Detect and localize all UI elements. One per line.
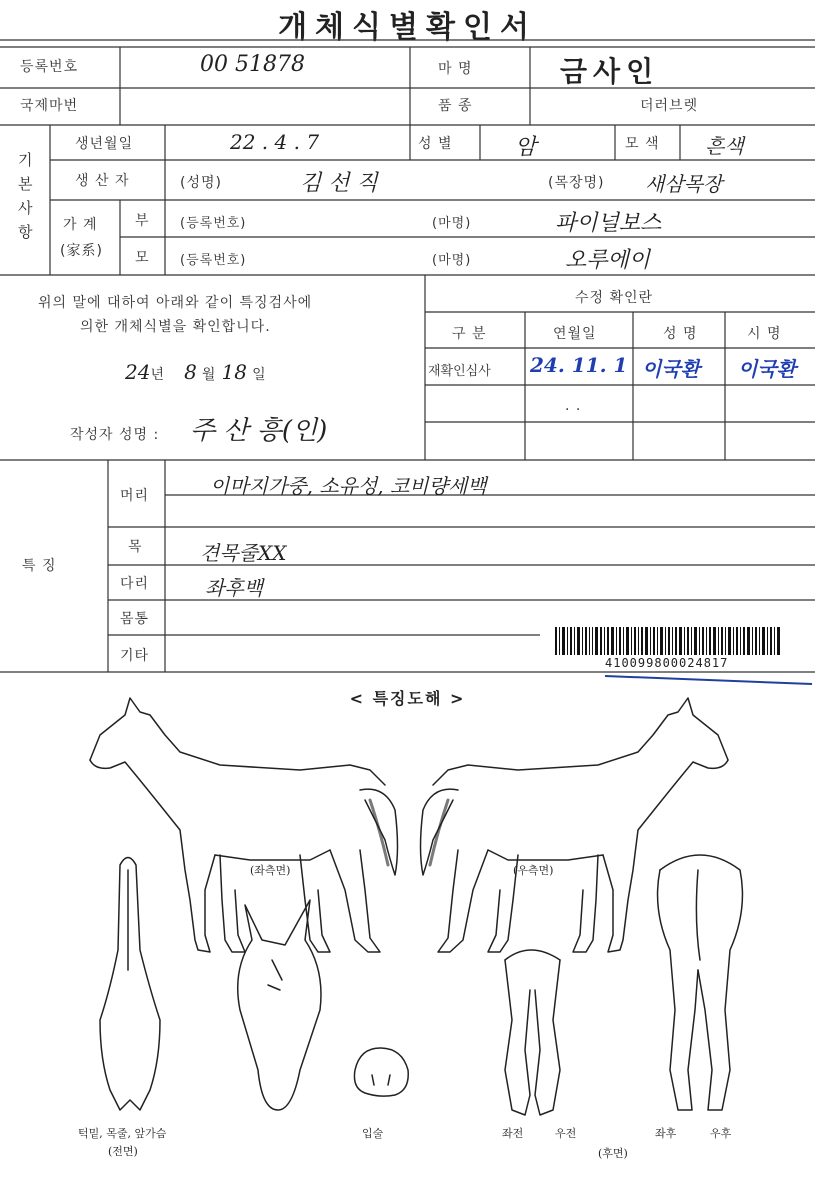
left-side-horse <box>90 698 398 952</box>
barcode-number: 410099800024817 <box>605 656 729 670</box>
horse-name-label: 마 명 <box>438 61 473 77</box>
sex-label: 성 별 <box>418 136 453 152</box>
other-label: 기타 <box>120 648 150 664</box>
breed-value: 더러브렛 <box>640 98 699 114</box>
statement-line-1: 위의 말에 대하여 아래와 같이 특징검사에 <box>38 295 313 311</box>
right-side-caption: (우측면) <box>513 864 554 877</box>
dam-reg-label: (등록번호) <box>180 253 247 268</box>
revision-col-type: 구 분 <box>452 326 487 342</box>
left-hind-caption: 좌후 <box>655 1127 677 1140</box>
birth-date-value: 22 . 4 . 7 <box>230 130 320 154</box>
revision-row1-type: 재확인심사 <box>428 364 491 379</box>
right-front-caption: 우전 <box>555 1127 577 1140</box>
lips-view <box>354 1048 408 1096</box>
body-label: 몸통 <box>120 611 150 627</box>
reg-number-label: 등록번호 <box>20 59 79 75</box>
confirm-date: 24년 8 월 18 일 <box>125 360 267 384</box>
lineage-label: 가 계 <box>63 217 98 233</box>
horse-diagram <box>0 690 815 1177</box>
birth-date-label: 생년월일 <box>75 136 134 152</box>
intl-number-label: 국제마번 <box>20 98 79 114</box>
revision-title: 수정 확인란 <box>575 290 654 306</box>
rear-caption: (후면) <box>598 1147 628 1160</box>
leg-label: 다리 <box>120 576 150 592</box>
diagram-title: < 특징도해 > <box>349 689 466 708</box>
breeder-label: 생 산 자 <box>75 173 130 189</box>
revision-row2-date: . . <box>565 398 582 414</box>
dam-name-value: 오루에이 <box>565 248 651 273</box>
sire-name-value: 파이널보스 <box>555 211 662 236</box>
sex-value: 암 <box>515 135 537 160</box>
head-label: 머리 <box>120 488 150 504</box>
coat-value: 흔색 <box>705 134 744 158</box>
revision-row1-name: 이국환 <box>642 357 700 381</box>
front-view-caption: (전면) <box>108 1145 138 1158</box>
sire-reg-label: (등록번호) <box>180 216 247 231</box>
rear-legs-view <box>658 855 743 1110</box>
revision-row1-sign: 이국환 <box>738 357 796 381</box>
right-side-horse <box>421 698 729 952</box>
revision-col-name: 성 명 <box>663 326 698 342</box>
head-value: 이마지가중, 소유성, 코비량세백 <box>210 474 487 498</box>
lips-caption: 입술 <box>362 1127 384 1140</box>
front-caption: 턱밑, 목줄, 앞가슴 <box>78 1127 167 1140</box>
right-hind-caption: 우후 <box>710 1127 732 1140</box>
front-neck-view <box>100 858 160 1111</box>
document-title: 개체식별확인서 <box>278 10 537 45</box>
breeder-name-label: (성명) <box>180 175 222 191</box>
dam-name-label: (마명) <box>432 253 472 268</box>
reg-number-value: 00 51878 <box>200 52 305 77</box>
basic-section-label: 기 본 사 항 <box>18 151 34 241</box>
features-section-label: 특 징 <box>22 558 57 574</box>
leg-value: 좌후백 <box>205 576 263 600</box>
breeder-name-value: 김 선 직 <box>300 171 378 196</box>
sire-label: 부 <box>135 213 150 229</box>
writer-signature: 주 산 흥(인) <box>190 416 328 446</box>
revision-col-date: 연월일 <box>553 326 597 342</box>
lineage-hanja-label: (家系) <box>60 243 103 259</box>
dam-label: 모 <box>135 250 150 266</box>
revision-col-sign: 시 명 <box>747 326 782 342</box>
sire-name-label: (마명) <box>432 216 472 231</box>
coat-label: 모 색 <box>625 136 660 152</box>
farm-label: (목장명) <box>548 175 605 191</box>
front-legs-view <box>505 950 560 1115</box>
breed-label: 품 종 <box>438 98 473 114</box>
left-front-caption: 좌전 <box>502 1127 524 1140</box>
barcode-graphic <box>555 627 785 655</box>
neck-value: 견목줄XX <box>200 541 287 565</box>
revision-row1-date: 24. 11. 1 <box>530 353 628 377</box>
horse-name-value: 금사인 <box>560 55 660 88</box>
farm-value: 새삼목장 <box>645 172 723 196</box>
left-side-caption: (좌측면) <box>250 864 291 877</box>
statement-line-2: 의한 개체식별을 확인합니다. <box>80 319 271 335</box>
neck-label: 목 <box>128 539 143 555</box>
writer-label: 작성자 성명 : <box>70 427 160 443</box>
